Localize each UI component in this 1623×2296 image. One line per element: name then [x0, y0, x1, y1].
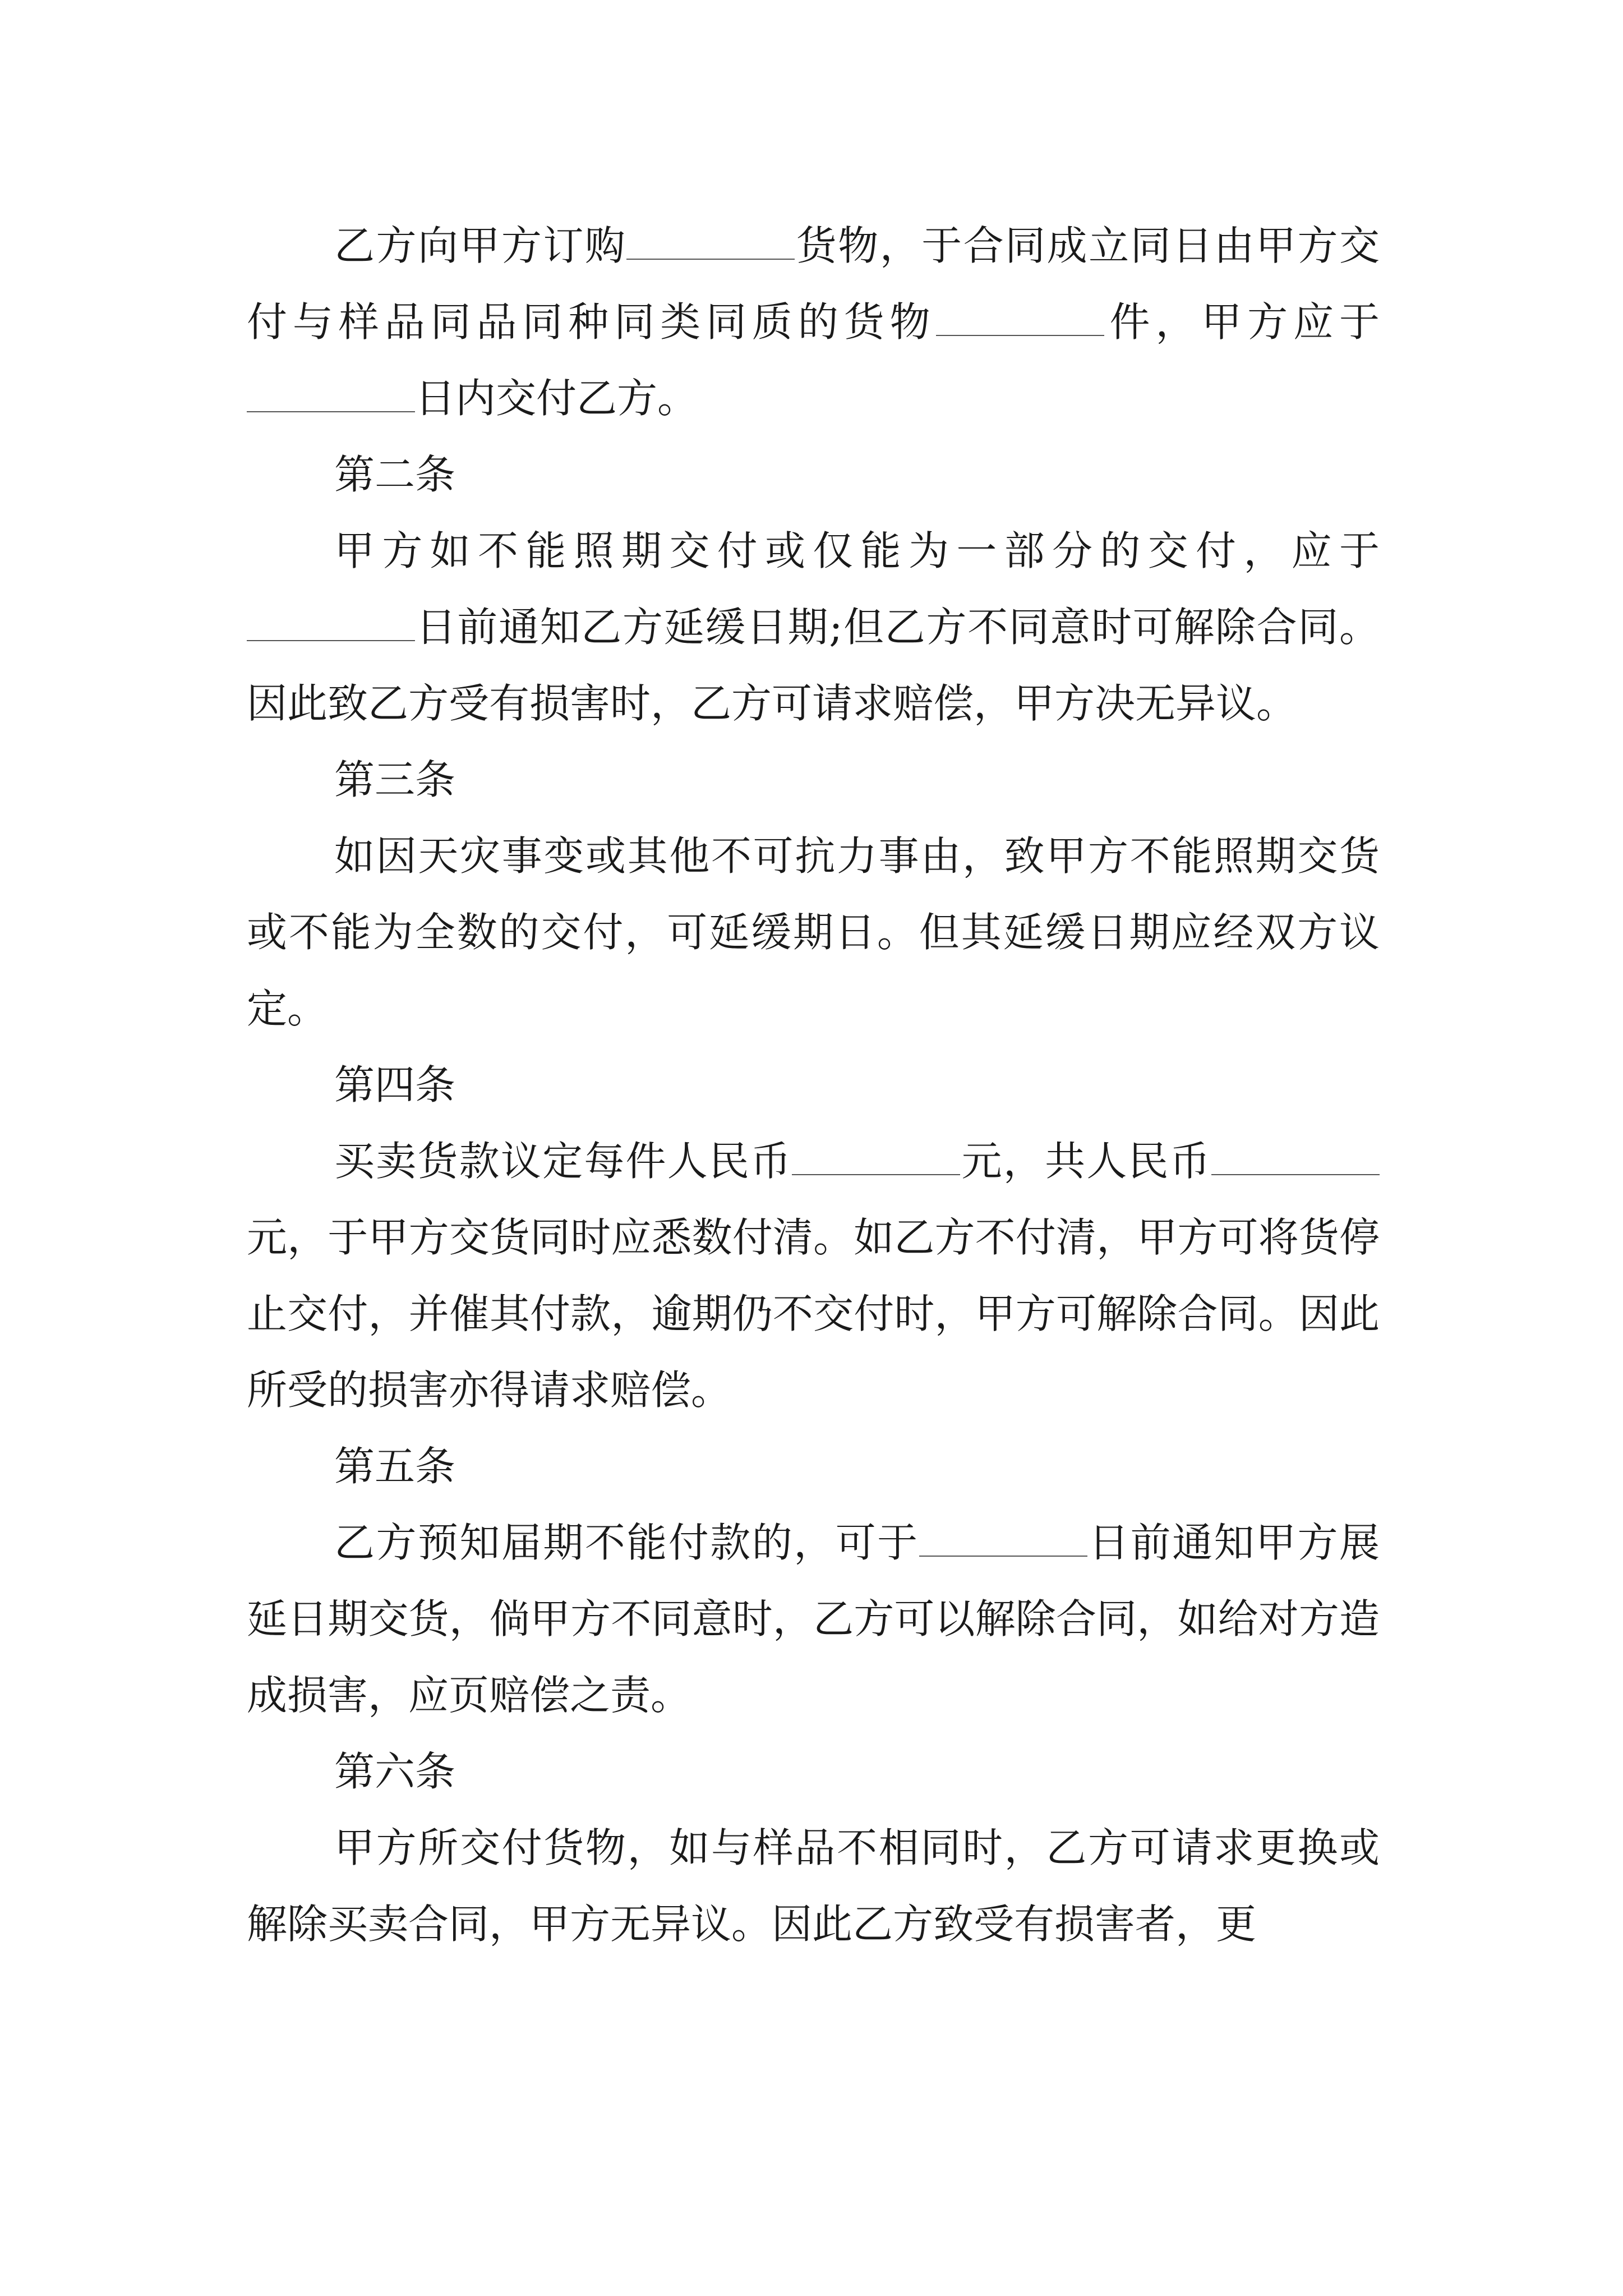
contract-paragraph	[247, 1123, 1380, 1428]
fill-in-blank[interactable]	[247, 375, 415, 412]
contract-paragraph	[247, 208, 1380, 436]
paragraph-text: 甲方所交付货物，如与样品不相同时，乙方可请求更换或解除买卖合同，甲方无异议。因此乙方致受有损害者，更	[247, 1824, 1380, 1948]
fill-in-blank[interactable]	[792, 1138, 960, 1175]
article-heading: 第三条	[334, 756, 456, 803]
fill-in-blank[interactable]	[626, 222, 795, 260]
document-body	[247, 208, 1380, 1962]
paragraph-text: 甲方如不能照期交付或仅能为一部分的交付，应于	[334, 527, 1380, 574]
paragraph-text: 日前通知甲方展延日期交货，倘甲方不同意时，乙方可以解除合同，如给对方造成损害，应页赔偿之责。	[247, 1519, 1380, 1719]
paragraph-text: 乙方预知届期不能付款的，可于	[334, 1519, 919, 1566]
paragraph-text: 如因天灾事变或其他不可抗力事由，致甲方不能照期交货或不能为全数的交付，可延缓期日。但其延缓日期应经双方议定。	[247, 832, 1380, 1032]
article-heading: 第二条	[334, 451, 456, 498]
article-heading: 第五条	[334, 1443, 456, 1490]
contract-paragraph	[247, 818, 1380, 1047]
article-heading: 第四条	[334, 1061, 456, 1108]
paragraph-text: 元，于甲方交货同时应悉数付清。如乙方不付清，甲方可将货停止交付，并催其付款，逾期仍不交付时，甲方可解除合同。因此所受的损害亦得请求赔偿。	[247, 1214, 1380, 1414]
contract-paragraph	[247, 1504, 1380, 1733]
paragraph-text: 日前通知乙方延缓日期;但乙方不同意时可解除合同。因此致乙方受有损害时，乙方可请求赔偿，甲方决无异议。	[247, 604, 1380, 727]
article-heading: 第六条	[334, 1748, 456, 1795]
contract-paragraph	[247, 1810, 1380, 1962]
fill-in-blank[interactable]	[936, 298, 1104, 336]
fill-in-blank[interactable]	[247, 604, 415, 641]
paragraph-text: 乙方向甲方订购	[334, 222, 627, 269]
fill-in-blank[interactable]	[1211, 1138, 1380, 1175]
paragraph-text: 日内交付乙方。	[415, 375, 698, 422]
paragraph-text: 买卖货款议定每件人民币	[334, 1138, 792, 1185]
paragraph-text: 件，甲方应于	[1104, 298, 1380, 346]
paragraph-text: 元，共人民币	[960, 1138, 1211, 1185]
fill-in-blank[interactable]	[919, 1519, 1087, 1557]
paragraph-text: 货物，于合同成立同日由甲方交付与样品同品同种同类同质的货物	[247, 222, 1380, 346]
contract-paragraph	[247, 513, 1380, 742]
